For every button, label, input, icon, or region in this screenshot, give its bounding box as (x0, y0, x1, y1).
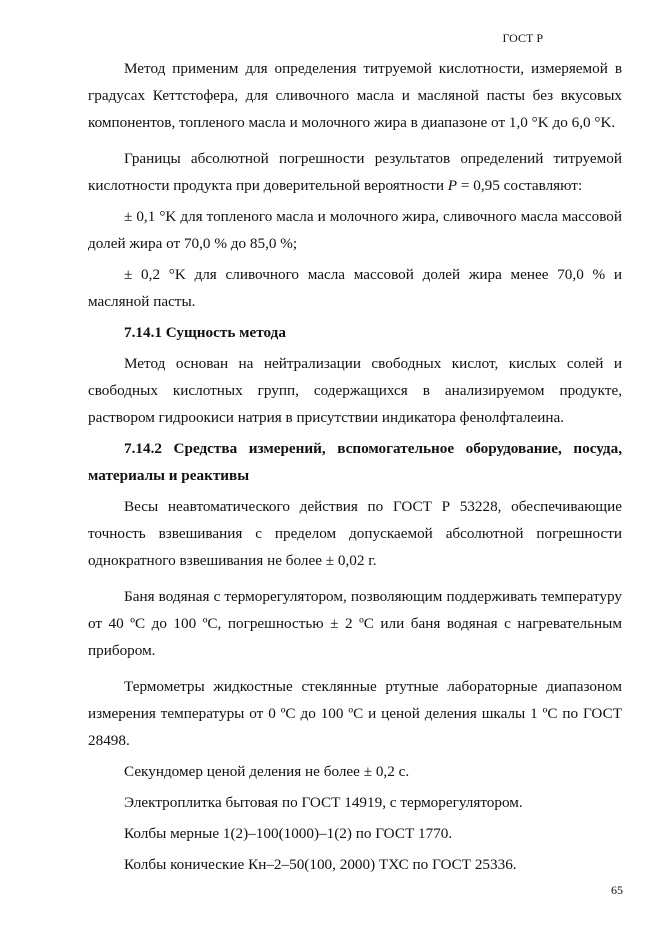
paragraph-error-melted-butter: ± 0,1 °K для топленого масла и молочного жира, сливочного масла массовой долей жира от 70,0 % до 85,0 %; (88, 208, 622, 252)
paragraph-volumetric-flasks: Колбы мерные 1(2)–100(1000)–1(2) по ГОСТ 1770. (124, 825, 453, 842)
paragraph-error-bounds (88, 145, 622, 199)
probability-variable: P (447, 177, 458, 194)
page-number: 65 (611, 883, 623, 897)
section-heading-essence: 7.14.1 Сущность метода (124, 324, 286, 341)
error-bounds-text-end: = 0,95 составляют: (457, 177, 583, 194)
paragraph-thermometers: Термометры жидкостные стеклянные ртутные лабораторные диапазоном измерения температуры от 0 ºС до 100 ºС и ценой деления шкалы 1 ºС по ГОСТ 28498. (88, 678, 622, 749)
paragraph-water-bath: Баня водяная с терморегулятором, позволяющим поддерживать температуру от 40 ºС до 100 ºС, погрешностью ± 2 ºС или баня водяная с нагревательным прибором. (88, 588, 622, 659)
paragraph-stopwatch: Секундомер ценой деления не более ± 0,2 с. (124, 763, 410, 780)
section-heading-equipment: 7.14.2 Средства измерений, вспомогательное оборудование, посуда, материалы и реактивы (88, 440, 622, 484)
paragraph-error-butter-paste: ± 0,2 °K для сливочного масла массовой долей жира менее 70,0 % и масляной пасты. (88, 266, 622, 310)
paragraph-hotplate: Электроплитка бытовая по ГОСТ 14919, с терморегулятором. (124, 794, 523, 811)
document-body (88, 55, 622, 878)
paragraph-method-essence: Метод основан на нейтрализации свободных кислот, кислых солей и свободных кислотных групп, содержащихся в анализируемом продукте, раствором гидроокиси натрия в присутствии индикатора фенолфталеина. (88, 355, 622, 426)
error-bounds-text-start: Границы абсолютной погрешности результатов определений титруемой кислотности продукта при доверительной вероятности (88, 150, 622, 194)
paragraph-scope: Метод применим для определения титруемой кислотности, измеряемой в градусах Кеттстофера, для сливочного масла и масляной пасты без вкусовых компонентов, топленого масла и молочного жира в диапазоне от 1,0 °K до 6,0 °K. (88, 60, 622, 131)
paragraph-conical-flasks: Колбы конические Кн–2–50(100, 2000) ТХС по ГОСТ 25336. (124, 856, 517, 873)
page-header: ГОСТ Р (502, 31, 543, 45)
paragraph-scales: Весы неавтоматического действия по ГОСТ Р 53228, обеспечивающие точность взвешивания с пределом допускаемой абсолютной погрешности однократного взвешивания не более ± 0,02 г. (88, 498, 622, 569)
